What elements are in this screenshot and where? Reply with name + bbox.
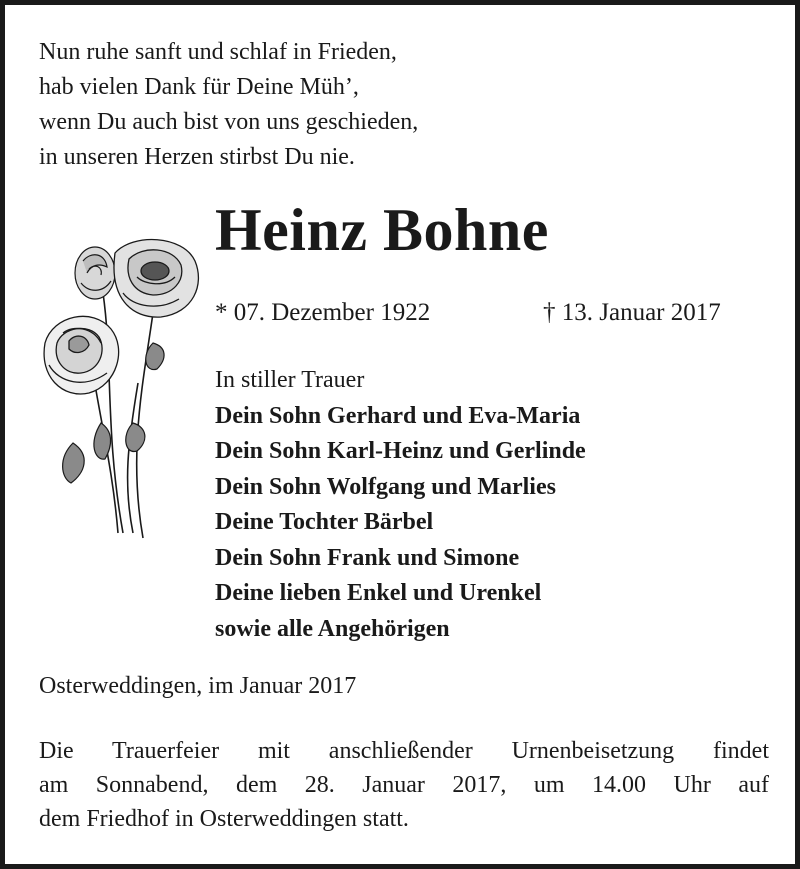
mourner-line: sowie alle Angehörigen — [215, 615, 450, 642]
poem-line: Nun ruhe sanft und schlaf in Frieden, — [39, 39, 397, 65]
place-date: Osterweddingen, im Januar 2017 — [39, 673, 357, 699]
death-date: † 13. Januar 2017 — [543, 299, 721, 326]
poem-line: wenn Du auch bist von uns geschieden, — [39, 109, 419, 135]
mourner-line: Deine lieben Enkel und Urenkel — [215, 580, 542, 606]
mourner-line: Dein Sohn Karl-Heinz und Gerlinde — [215, 438, 586, 464]
roses-illustration — [33, 233, 213, 553]
funeral-line: am Sonnabend, dem 28. Januar 2017, um 14.00 Uhr auf — [39, 772, 769, 798]
funeral-line: Die Trauerfeier mit anschließender Urnenbeisetzung findet — [39, 738, 769, 764]
mourner-line: Dein Sohn Wolfgang und Marlies — [215, 473, 556, 500]
funeral-line: dem Friedhof in Osterweddingen statt. — [39, 806, 409, 832]
funeral-notice — [39, 734, 769, 836]
birth-date: * 07. Dezember 1922 — [215, 299, 431, 326]
mourning-intro: In stiller Trauer — [215, 367, 365, 393]
poem-line: in unseren Herzen stirbst Du nie. — [39, 144, 355, 170]
mourner-line: Dein Sohn Gerhard und Eva-Maria — [215, 402, 581, 429]
poem — [39, 35, 418, 175]
mourner-line: Deine Tochter Bärbel — [215, 509, 434, 535]
mourners-list — [215, 363, 586, 647]
mourner-line: Dein Sohn Frank und Simone — [215, 544, 520, 571]
deceased-name: Heinz Bohne — [215, 197, 549, 263]
poem-line: hab vielen Dank für Deine Müh’, — [39, 74, 359, 100]
